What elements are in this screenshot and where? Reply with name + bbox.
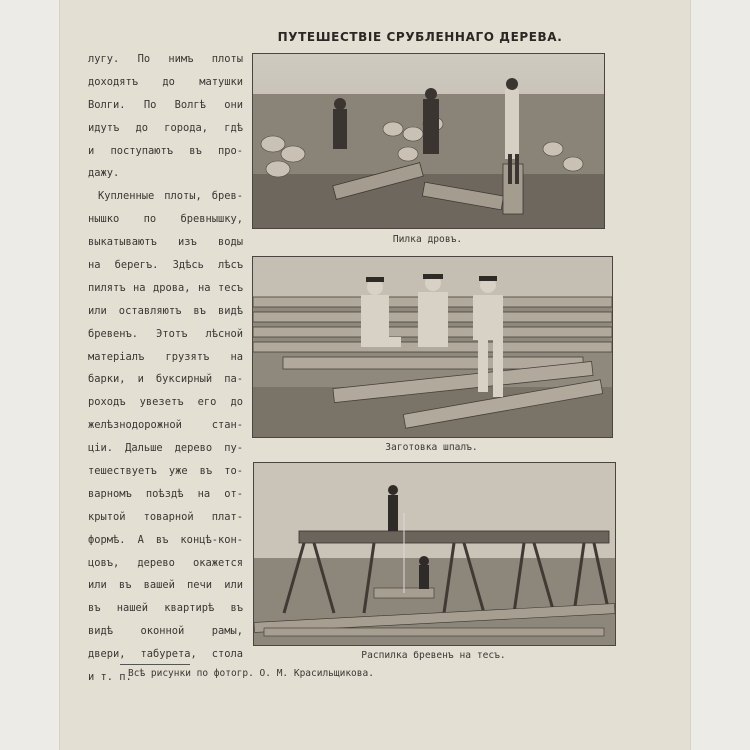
text-line: варномъ поѣздѣ на от- [88,487,243,500]
book-page [60,0,690,750]
text-line: пилятъ на дрова, на тесъ [88,281,243,294]
text-line: и поступаютъ въ про- [88,144,243,157]
text-line: двери, табурета, стола [88,648,243,661]
text-line: цовъ, дерево окажется [88,556,243,569]
text-line: идутъ до города, гдѣ [88,121,243,134]
text-line: формѣ. А въ концѣ-кон- [88,533,243,546]
text-line: въ нашей квартирѣ въ [88,602,243,615]
photo-sawing-logs-into-boards [253,462,616,646]
page-title: ПУТЕШЕСТВІЕ СРУБЛЕННАГО ДЕРЕВА. [277,30,563,44]
text-line: видѣ оконной рамы, [88,625,243,638]
photo-sawing-firewood [252,53,605,229]
text-line: выкатываютъ изъ воды [88,236,243,249]
text-line: и т. п. [88,671,132,684]
text-line: роходъ увезетъ его до [88,396,243,409]
text-line: лугу. По нимъ плоты [88,53,243,65]
text-line: бревенъ. Этотъ лѣсной [88,327,243,340]
text-line: на берегъ. Здѣсь лѣсъ [88,259,243,272]
footnote-rule [120,664,190,665]
footnote: Всѣ рисунки по фотогр. О. М. Красильщикова. [128,668,374,679]
photo-caption-1: Пилка дровъ. [392,234,463,245]
text-line: Купленные плоты, брев- [98,190,243,203]
photo-caption-2: Заготовка шпалъ. [385,442,478,453]
text-line: барки, и буксирный па- [88,373,243,386]
text-line: нышко по бревнышку, [88,213,243,226]
text-line: доходятъ до матушки [88,75,243,88]
text-line: матеріалъ грузятъ на [88,350,243,363]
text-line: или оставляютъ въ видѣ [88,304,243,317]
text-line: дажу. [88,167,120,180]
text-line: Волги. По Волгѣ они [88,98,243,111]
text-line: тешествуетъ уже въ то- [88,465,243,478]
text-line: ціи. Дальше дерево пу- [88,442,243,455]
photo-sleeper-preparation [252,256,613,438]
photo-caption-3: Распилка бревенъ на тесъ. [361,650,506,661]
text-line: или въ вашей печи или [88,579,243,592]
text-line: желѣзнодорожной стан- [88,419,243,432]
body-text-column [88,48,243,689]
text-line: крытой товарной плат- [88,510,243,523]
